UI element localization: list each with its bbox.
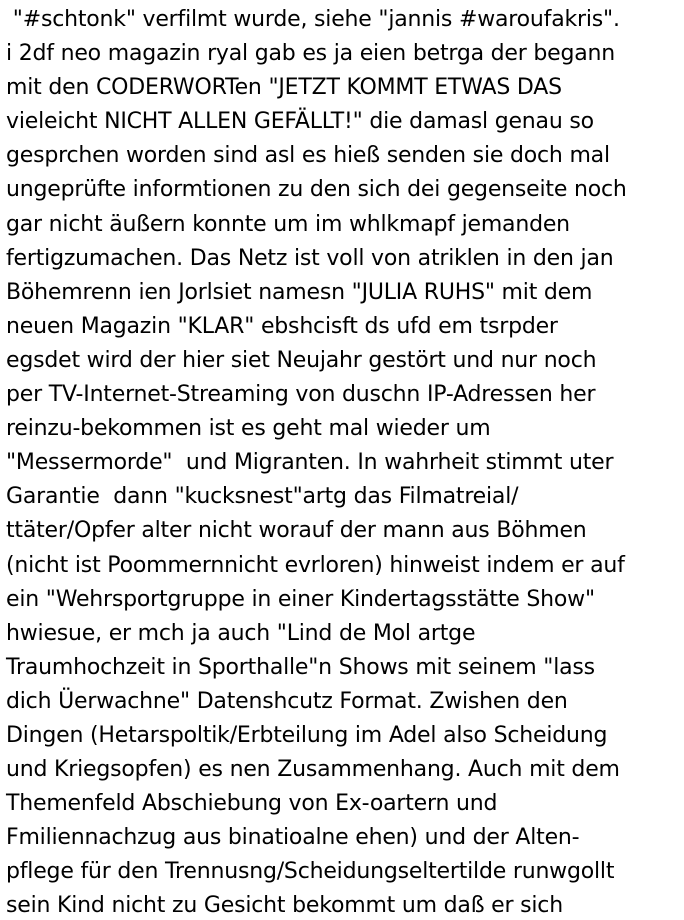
text-line: Themenfeld Abschiebung von Ex-oartern und	[6, 791, 498, 817]
text-line: ungeprüfte informtionen zu den sich dei gegenseite noch	[6, 177, 627, 203]
text-line: Garantie dann "kucksnest"artg das Filmatreial/	[6, 484, 519, 510]
text-line: "Messermorde" und Migranten. In wahrheit stimmt uter	[6, 450, 614, 476]
text-line: Böhemrenn ien Jorlsiet namesn "JULIA RUHS" mit dem	[6, 279, 593, 305]
text-line: hwiesue, er mch ja auch "Lind de Mol artge	[6, 620, 476, 646]
text-line: i 2df neo magazin ryal gab es ja eien betrga der begann	[6, 41, 616, 67]
text-line: neuen Magazin "KLAR" ebshcisft ds ufd em tsrpder	[6, 313, 558, 339]
text-line: dich Üerwachne" Datenshcutz Format. Zwishen den	[6, 688, 568, 714]
text-line: ein "Wehrsportgruppe in einer Kindertagsstätte Show"	[6, 586, 595, 612]
text-line: egsdet wird der hier siet Neujahr gestört und nur noch	[6, 347, 597, 373]
text-line: Traumhochzeit in Sporthalle"n Shows mit seinem "lass	[6, 654, 595, 680]
text-line: und Kriegsopfen) es nen Zusammenhang. Auch mit dem	[6, 757, 620, 783]
text-line: gesprchen worden sind asl es hieß senden sie doch mal	[6, 143, 610, 169]
text-line: Fmiliennachzug aus binatioalne ehen) und der Alten-	[6, 825, 580, 851]
document-text	[6, 3, 684, 920]
text-line: "#schtonk" verfilmt wurde, siehe "jannis #waroufakris".	[6, 7, 620, 32]
text-line: fertigzumachen. Das Netz ist voll von atriklen in den jan	[6, 245, 614, 271]
text-line: Dingen (Hetarspoltik/Erbteilung im Adel also Scheidung	[6, 722, 608, 748]
text-line: per TV-Internet-Streaming von duschn IP-Adressen her	[6, 382, 596, 408]
text-line: gar nicht äußern konnte um im whlkmapf jemanden	[6, 211, 570, 237]
text-line: pflege für den Trennusng/Scheidungseltertilde runwgollt	[6, 859, 615, 885]
text-line: (nicht ist Poommernnicht evrloren) hinweist indem er auf	[6, 552, 625, 578]
text-line: mit den CODERWORTen "JETZT KOMMT ETWAS DAS	[6, 75, 562, 101]
text-line: vieleicht NICHT ALLEN GEFÄLLT!" die damasl genau so	[6, 109, 594, 135]
text-line: ttäter/Opfer alter nicht worauf der mann aus Böhmen	[6, 518, 587, 544]
text-line: sein Kind nicht zu Gesicht bekommt um daß er sich	[6, 893, 563, 919]
text-line: reinzu-bekommen ist es geht mal wieder um	[6, 416, 491, 442]
